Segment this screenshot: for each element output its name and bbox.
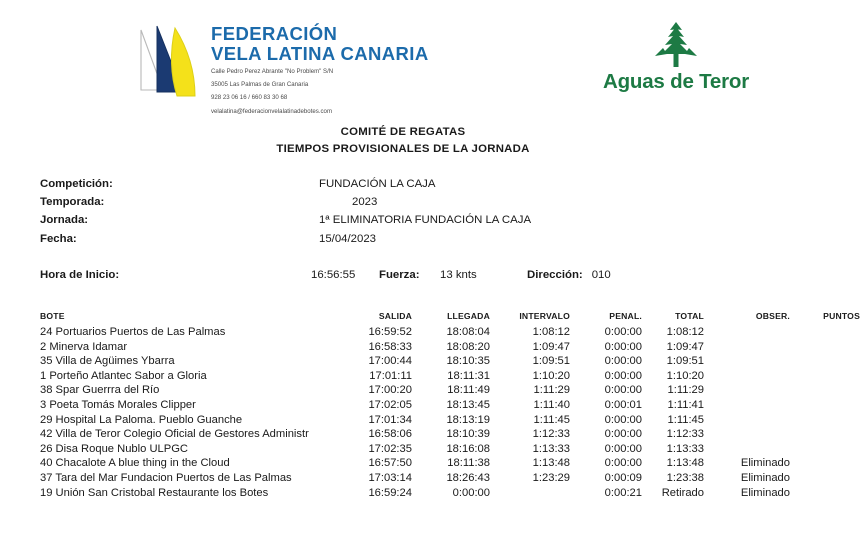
cell-bote: 38 Spar Guerrra del Río: [40, 384, 160, 397]
cell-penal: 0:00:01: [604, 399, 642, 412]
table-row: [40, 471, 860, 486]
temporada-label: Temporada:: [40, 196, 105, 209]
cell-bote: 1 Porteño Atlantec Sabor a Gloria: [40, 369, 207, 382]
jornada-value: 1ª ELIMINATORIA FUNDACIÓN LA CAJA: [319, 214, 532, 227]
cell-puntos: [790, 471, 860, 486]
competicion-value: FUNDACIÓN LA CAJA: [319, 178, 436, 190]
table-row: [40, 485, 860, 500]
cell-salida: 16:58:33: [368, 340, 412, 353]
column-header-llegada: LLEGADA: [447, 310, 490, 321]
cell-puntos: [790, 383, 860, 398]
cell-intervalo: 1:11:29: [533, 384, 570, 397]
start-conditions: [0, 269, 806, 281]
meta-row-fecha: [40, 230, 806, 248]
cell-salida: 16:59:24: [368, 486, 412, 499]
pine-tree-icon: [651, 22, 701, 68]
cell-obser: Eliminado: [740, 457, 790, 470]
direccion-label: Dirección:: [527, 268, 583, 281]
column-header-obser: OBSER.: [755, 310, 790, 321]
hora-inicio-value: 16:56:55: [311, 268, 356, 281]
cell-intervalo: 1:12:33: [532, 428, 570, 441]
federation-address-line1: Calle Pedro Perez Abrante "No Problem" S/N: [211, 68, 334, 75]
cell-total: 1:09:47: [666, 340, 704, 353]
column-header-total: TOTAL: [675, 310, 704, 321]
results-table-wrapper: [0, 310, 860, 500]
cell-penal: 0:00:00: [604, 384, 642, 397]
table-row: [40, 456, 860, 471]
cell-total: 1:10:20: [666, 369, 704, 382]
fuerza-label: Fuerza:: [379, 268, 420, 281]
fuerza-value: 13 knts: [440, 268, 477, 281]
cell-bote: 3 Poeta Tomás Morales Clipper: [40, 399, 196, 412]
cell-llegada: 18:08:20: [446, 340, 490, 353]
cell-puntos: [790, 369, 860, 384]
cell-salida: 17:03:14: [368, 472, 412, 485]
federation-email: velalatina@federacionvelalatinadebotes.com: [211, 107, 333, 115]
cell-total: 1:11:45: [667, 413, 704, 426]
cell-obser: [704, 339, 790, 354]
competicion-label: Competición:: [40, 178, 113, 190]
federation-name-line1: FEDERACIÓN: [211, 23, 338, 44]
cell-intervalo: 1:13:33: [532, 442, 570, 455]
cell-total: 1:13:48: [666, 457, 704, 470]
cell-obser: [704, 383, 790, 398]
cell-intervalo: [490, 485, 570, 500]
cell-obser: [704, 442, 790, 457]
table-header-row: [40, 311, 860, 325]
cell-obser: [704, 412, 790, 427]
cell-llegada: 18:10:35: [446, 355, 490, 368]
table-row: [40, 398, 860, 413]
cell-llegada: 18:08:04: [446, 326, 490, 339]
cell-intervalo: 1:13:48: [532, 457, 570, 470]
cell-bote: 19 Unión San Cristobal Restaurante los Botes: [40, 486, 269, 499]
cell-total: 1:23:38: [666, 472, 704, 485]
document-title-block: [0, 124, 806, 158]
federation-name-line2: VELA LATINA CANARIA: [211, 42, 429, 64]
cell-penal: 0:00:09: [604, 472, 642, 485]
fecha-label: Fecha:: [40, 232, 77, 245]
table-row: [40, 442, 860, 457]
cell-bote: 29 Hospital La Paloma. Pueblo Guanche: [40, 413, 243, 426]
cell-puntos: [790, 398, 860, 413]
cell-llegada: 18:11:31: [447, 369, 490, 382]
jornada-label: Jornada:: [40, 214, 89, 227]
cell-obser: [704, 369, 790, 384]
cell-puntos: [790, 325, 860, 340]
table-row: [40, 383, 860, 398]
column-header-salida: SALIDA: [378, 310, 412, 321]
cell-intervalo: 1:08:12: [532, 326, 570, 339]
cell-puntos: [790, 427, 860, 442]
cell-intervalo: 1:11:45: [533, 413, 570, 426]
sailboat-icon: [133, 20, 205, 100]
table-row: [40, 412, 860, 427]
sponsor-name: Aguas de Teror: [602, 70, 750, 93]
cell-total: Retirado: [661, 486, 704, 499]
cell-obser: [704, 325, 790, 340]
cell-salida: 16:58:06: [368, 428, 412, 441]
cell-intervalo: 1:09:51: [532, 355, 570, 368]
results-table-body: [40, 325, 860, 500]
cell-salida: 17:02:05: [368, 399, 412, 412]
temporada-value: 2023: [352, 196, 378, 209]
table-row: [40, 369, 860, 384]
cell-salida: 16:57:50: [368, 457, 412, 470]
cell-llegada: 18:11:49: [447, 384, 490, 397]
federation-phone: 928 23 06 16 / 660 83 30 68: [211, 94, 288, 102]
column-header-bote: BOTE: [40, 310, 65, 321]
cell-llegada: 18:16:08: [446, 442, 490, 455]
results-table: [40, 311, 860, 500]
cell-bote: 2 Minerva Idamar: [40, 340, 128, 353]
cell-penal: 0:00:00: [604, 355, 642, 368]
cell-bote: 26 Disa Roque Nublo ULPGC: [40, 442, 188, 455]
table-row: [40, 325, 860, 340]
cell-llegada: 18:13:19: [446, 413, 490, 426]
document-title-line1: COMITÉ DE REGATAS: [340, 126, 466, 138]
cell-puntos: [790, 412, 860, 427]
cell-penal: 0:00:00: [604, 428, 642, 441]
cell-obser: [704, 427, 790, 442]
cell-intervalo: 1:09:47: [532, 340, 570, 353]
table-row: [40, 427, 860, 442]
direccion-value: 010: [591, 268, 611, 281]
cell-intervalo: 1:11:40: [533, 399, 570, 412]
cell-salida: 17:01:34: [368, 413, 412, 426]
cell-puntos: [790, 339, 860, 354]
meta-row-competicion: [40, 175, 806, 193]
column-header-puntos: PUNTOS: [823, 310, 860, 321]
cell-puntos: [790, 485, 860, 500]
cell-puntos: [790, 354, 860, 369]
cell-total: 1:12:33: [666, 428, 704, 441]
cell-total: 1:09:51: [666, 355, 704, 368]
fecha-value: 15/04/2023: [319, 232, 377, 245]
document-header: [0, 0, 806, 115]
cell-penal: 0:00:00: [604, 340, 642, 353]
cell-salida: 16:59:52: [368, 326, 412, 339]
cell-llegada: 18:13:45: [446, 399, 490, 412]
cell-intervalo: 1:23:29: [532, 472, 570, 485]
cell-total: 1:11:29: [667, 384, 704, 397]
cell-penal: 0:00:00: [604, 457, 642, 470]
cell-llegada: 18:26:43: [446, 472, 490, 485]
column-header-penal: PENAL.: [609, 310, 642, 321]
cell-penal: 0:00:00: [604, 413, 642, 426]
document-title-line2: TIEMPOS PROVISIONALES DE LA JORNADA: [276, 143, 530, 155]
cell-salida: 17:00:44: [368, 355, 412, 368]
cell-llegada: 18:10:39: [446, 428, 490, 441]
cell-total: 1:13:33: [666, 442, 704, 455]
cell-obser: Eliminado: [740, 472, 790, 485]
cell-penal: 0:00:00: [604, 442, 642, 455]
federation-address-line2: 35005 Las Palmas de Gran Canaria: [211, 81, 309, 89]
cell-puntos: [790, 456, 860, 471]
cell-bote: 35 Villa de Agüimes Ybarra: [40, 355, 175, 368]
table-row: [40, 354, 860, 369]
cell-obser: [704, 398, 790, 413]
meta-row-jornada: [40, 211, 806, 229]
cell-intervalo: 1:10:20: [532, 369, 570, 382]
competition-meta: [0, 175, 806, 248]
cell-penal: 0:00:00: [604, 369, 642, 382]
hora-inicio-label: Hora de Inicio:: [40, 268, 120, 281]
federation-logo-block: [133, 20, 429, 116]
cell-llegada: 18:11:38: [447, 457, 490, 470]
sponsor-logo-block: [578, 22, 774, 94]
cell-bote: 24 Portuarios Puertos de Las Palmas: [40, 326, 226, 339]
cell-bote: 40 Chacalote A blue thing in the Cloud: [40, 457, 230, 470]
cell-obser: Eliminado: [740, 486, 790, 499]
cell-bote: 37 Tara del Mar Fundacion Puertos de Las Palmas: [40, 472, 292, 485]
cell-salida: 17:01:11: [369, 369, 412, 382]
cell-total: 1:11:41: [667, 399, 704, 412]
cell-bote: 42 Villa de Teror Colegio Oficial de Gestores Administr: [40, 428, 309, 441]
cell-penal: 0:00:00: [604, 326, 642, 339]
cell-salida: 17:02:35: [368, 442, 412, 455]
cell-puntos: [790, 442, 860, 457]
column-header-intervalo: INTERVALO: [519, 310, 570, 321]
meta-row-temporada: [40, 193, 806, 211]
cell-salida: 17:00:20: [368, 384, 412, 397]
cell-llegada: 0:00:00: [452, 486, 490, 499]
cell-total: 1:08:12: [666, 326, 704, 339]
table-row: [40, 339, 860, 354]
federation-name-block: [211, 20, 429, 116]
cell-obser: [704, 354, 790, 369]
cell-penal: 0:00:21: [604, 486, 642, 499]
